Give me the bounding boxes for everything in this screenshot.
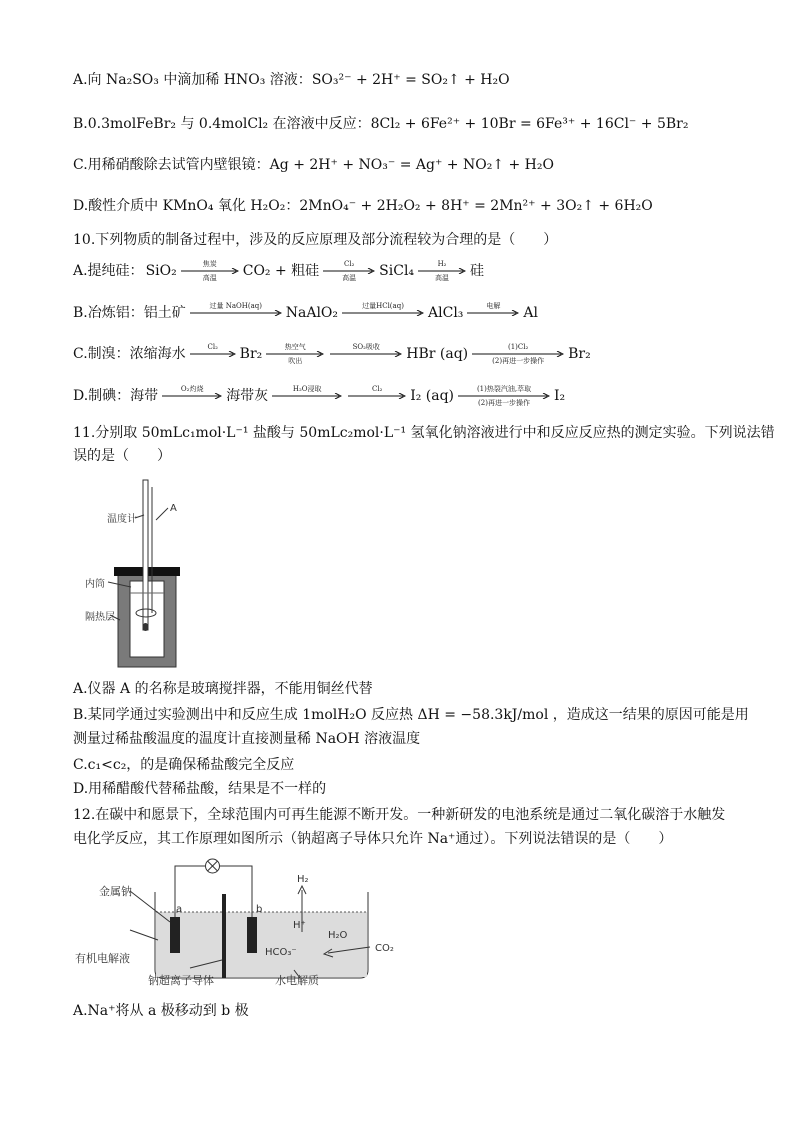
q10-stem: 10.下列物质的制备过程中，涉及的反应原理及部分流程较为合理的是（ ） (73, 232, 558, 248)
arrow-icon: O₂灼烧 (162, 385, 222, 407)
battery-figure (70, 850, 410, 995)
arrow-icon: 热空气 吹出 (266, 343, 324, 365)
arrow-icon: 焦炭 高温 (181, 260, 239, 282)
q11-option-a: A.仪器 A 的名称是玻璃搅拌器，不能用铜丝代替 (73, 681, 373, 697)
q12-option-a: A.Na⁺将从 a 极移动到 b 极 (73, 1003, 249, 1019)
arrow-icon: 过量 NaOH(aq) (190, 302, 282, 324)
q10-option-d: D.制碘：海带 O₂灼烧 海带灰 H₂O浸取 Cl₂ I₂ (aq) (1)热裂汽油,萃取 (2)再进一步操作 I₂ (73, 385, 566, 407)
electrode-b (247, 917, 257, 953)
q9-option-c-equation: Ag + 2H⁺ + NO₃⁻ = Ag⁺ + NO₂↑ + H₂O (269, 157, 554, 173)
pole-b-label: b (256, 904, 263, 915)
hco3-label: HCO₃⁻ (265, 947, 297, 958)
q11-option-d: D.用稀醋酸代替稀盐酸，结果是不一样的 (73, 781, 327, 797)
arrow-icon: H₂ 高温 (418, 260, 466, 282)
electrode-a (170, 917, 180, 953)
arrow-icon: (1)热裂汽油,萃取 (2)再进一步操作 (458, 385, 550, 407)
arrow-icon: H₂O浸取 (272, 385, 342, 407)
q9-option-a-equation: SO₃²⁻ + 2H⁺ = SO₂↑ + H₂O (311, 72, 510, 88)
pole-a-label: a (176, 904, 183, 915)
q12-stem-line2: 电化学反应，其工作原理如图所示（钠超离子导体只允许 Na⁺通过）。下列说法错误的是（ ） (73, 831, 673, 847)
arrow-icon: 过量HCl(aq) (342, 302, 424, 324)
q9-option-c: C.用稀硝酸除去试管内壁银镜：Ag + 2H⁺ + NO₃⁻ = Ag⁺ + NO₂↑ + H₂O (73, 157, 554, 173)
q11-stem-line2: 误的是（ ） (73, 448, 171, 464)
calorimeter-figure (80, 475, 200, 670)
arrow-icon: 电解 (467, 302, 519, 324)
q11-option-b-line1: B.某同学通过实验测出中和反应生成 1molH₂O 反应热 ΔH = −58.3kJ/mol ，造成这一结果的原因可能是用 (73, 707, 749, 723)
q12-stem-line1: 12.在碳中和愿景下，全球范围内可再生能源不断开发。一种新研发的电池系统是通过二氧化碳溶于水触发 (73, 807, 726, 823)
h2o-label: H₂O (328, 930, 348, 941)
arrow-icon: SO₂吸收 (330, 343, 402, 365)
metal-na-label: 金属钠 (99, 885, 132, 898)
sodium-conductor (222, 894, 226, 978)
conductor-label: 钠超离子导体 (148, 974, 214, 987)
thermometer (143, 480, 148, 630)
q9-option-a: A.向 Na₂SO₃ 中滴加稀 HNO₃ 溶液：SO₃²⁻ + 2H⁺ = SO₂↑ + H₂O (73, 72, 510, 88)
q9-option-b: B.0.3molFeBr₂ 与 0.4molCl₂ 在溶液中反应：8Cl₂ + 6Fe²⁺ + 10Br = 6Fe³⁺ + 16Cl⁻ + 5Br₂ (73, 116, 689, 132)
q11-option-c: C.c₁<c₂，的是确保稀盐酸完全反应 (73, 757, 295, 773)
q10-option-b: B.冶炼铝：铝土矿 过量 NaOH(aq) NaAlO₂ 过量HCl(aq) AlCl₃ 电解 Al (73, 302, 538, 324)
arrow-icon: Cl₂ (190, 343, 236, 365)
q11-option-b-line2: 测量过稀盐酸温度的温度计直接测量稀 NaOH 溶液温度 (73, 731, 421, 747)
stirrer-label: A (170, 503, 177, 514)
inner-cup-label: 内筒 (85, 579, 105, 590)
q11-stem-line1: 11.分别取 50mLc₁mol·L⁻¹ 盐酸与 50mLc₂mol·L⁻¹ 氢氧化钠溶液进行中和反应反应热的测定实验。下列说法错 (73, 425, 775, 441)
organic-electrolyte-label: 有机电解液 (75, 952, 130, 965)
hplus-label: H⁺ (293, 920, 306, 931)
insulation-label: 隔热层 (85, 612, 115, 623)
q10-option-a: A.提纯硅： SiO₂ 焦炭 高温 CO₂ + 粗硅 Cl₂ 高温 SiCl₄ H₂ 高温 硅 (73, 260, 485, 282)
h2-label: H₂ (297, 874, 309, 885)
co2-label: CO₂ (375, 943, 394, 954)
arrow-icon: Cl₂ (348, 385, 406, 407)
q9-option-b-equation: 8Cl₂ + 6Fe²⁺ + 10Br = 6Fe³⁺ + 16Cl⁻ + 5Br₂ (370, 116, 689, 132)
q9-option-d-equation: 2MnO₄⁻ + 2H₂O₂ + 8H⁺ = 2Mn²⁺ + 3O₂↑ + 6H₂O (299, 198, 653, 214)
arrow-icon: Cl₂ 高温 (323, 260, 375, 282)
q10-option-c: C.制溴：浓缩海水 Cl₂ Br₂ 热空气 吹出 SO₂吸收 HBr (aq) (1)Cl₂ (2)再进一步操作 Br₂ (73, 343, 591, 365)
arrow-icon: (1)Cl₂ (2)再进一步操作 (472, 343, 564, 365)
q9-option-d: D.酸性介质中 KMnO₄ 氧化 H₂O₂：2MnO₄⁻ + 2H₂O₂ + 8H⁺ = 2Mn²⁺ + 3O₂↑ + 6H₂O (73, 198, 653, 214)
aqueous-electrolyte-label: 水电解质 (275, 974, 319, 987)
thermometer-label: 温度计 (107, 514, 137, 525)
